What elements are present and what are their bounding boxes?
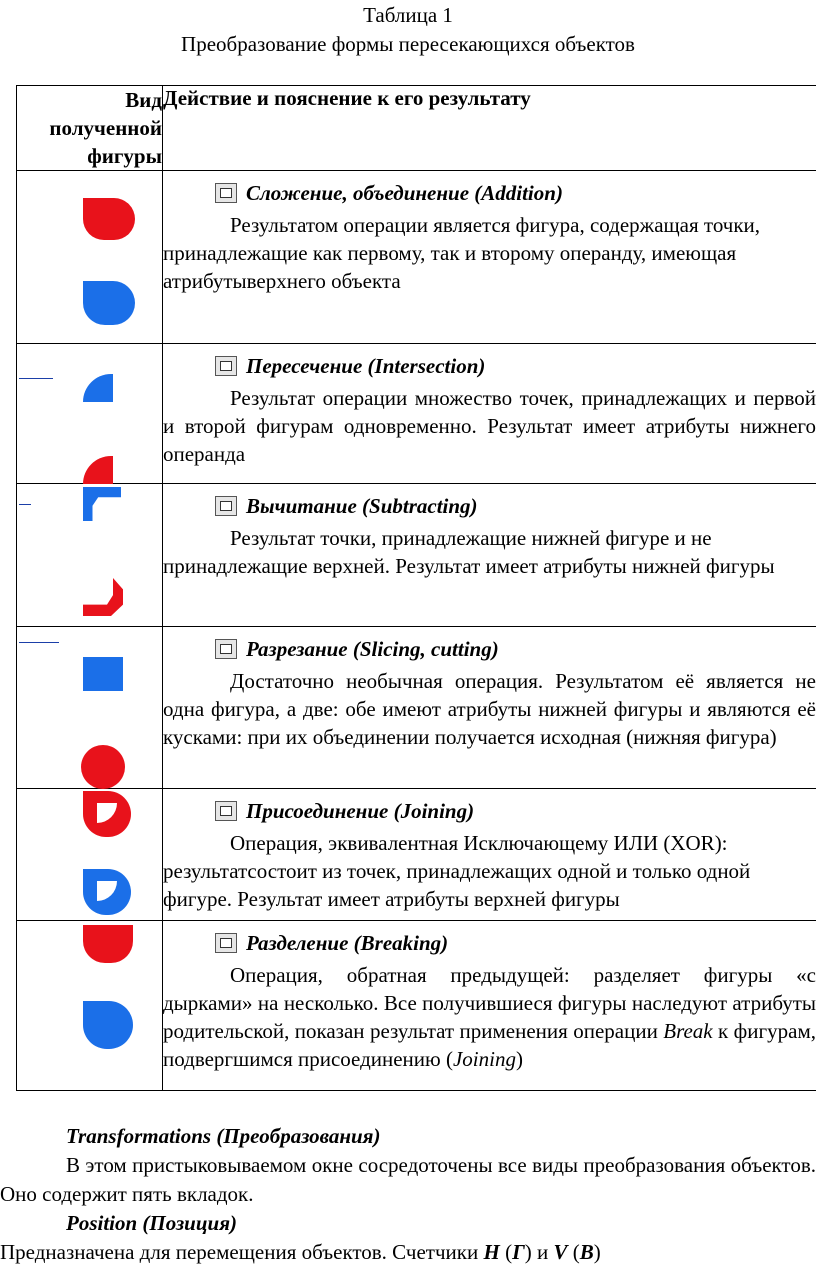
header-action: Действие и пояснение к его результату (163, 86, 816, 171)
heading-transformations: Transformations (Преобразования) (0, 1122, 816, 1151)
figure-cell-intersection (17, 344, 163, 484)
table-row (17, 171, 816, 344)
figure-cell-slicing (17, 627, 163, 789)
counter-g: Г (512, 1240, 525, 1264)
description-cell (163, 484, 816, 627)
row-title: Вычитание (Subtracting) (246, 492, 478, 520)
row-text: Результат точки, принадлежащие нижней фигуре и не принадлежащие верхней. Результат имеет атрибуты нижней фигуры (163, 526, 775, 578)
row-title: Пересечение (Intersection) (246, 352, 485, 380)
line-mark (19, 504, 31, 505)
table-row (17, 344, 816, 484)
table-row (17, 627, 816, 789)
breaking-blue-shape (83, 1001, 133, 1049)
slicing-tool-icon (215, 639, 237, 659)
counter-v: V (554, 1240, 568, 1264)
intersection-blue-shape (83, 374, 113, 402)
position-text: Предназначена для перемещения объектов. Счетчики (0, 1240, 478, 1264)
addition-red-shape (83, 198, 135, 240)
row-text-cont: к фигурам, подвергшимся присоединению ( (163, 1019, 816, 1071)
slicing-red-shape (81, 745, 125, 789)
row-text-end: ) (516, 1047, 523, 1071)
breaking-red-shape (83, 925, 133, 963)
row-title: Разрезание (Slicing, cutting) (246, 635, 499, 663)
description-cell (163, 789, 816, 921)
description-cell (163, 627, 816, 789)
subtracting-blue-shape (83, 487, 121, 521)
description-cell (163, 344, 816, 484)
row-text: Результатом операции является фигура, содержащая точки, принадлежащие как первому, так и второму операнду, имеющая атрибутыверхнего объекта (163, 213, 760, 293)
addition-blue-shape (83, 281, 135, 325)
table-title: Преобразование формы пересекающихся объектов (0, 31, 816, 58)
and-word: и (537, 1240, 548, 1264)
para-position: Предназначена для перемещения объектов. Счетчики H (Г) и V (В) (0, 1238, 816, 1267)
addition-tool-icon (215, 183, 237, 203)
table-row (17, 484, 816, 627)
breaking-tool-icon (215, 933, 237, 953)
table-row (17, 921, 816, 1091)
para-transformations: В этом пристыковываемом окне сосредоточены все виды преобразования объектов. Оно содержит пять вкладок. (0, 1151, 816, 1209)
section-transformations (0, 1122, 816, 1267)
row-text: Результат операции множество точек, принадлежащих и первой и второй фигурам одновременно. Результат имеет атрибуты нижнего операнда (163, 386, 816, 466)
counter-b: В (580, 1240, 594, 1264)
line-mark (19, 378, 53, 379)
figure-cell-breaking (17, 921, 163, 1091)
joining-tool-icon (215, 801, 237, 821)
line-mark (19, 642, 59, 643)
row-title: Присоединение (Joining) (246, 797, 474, 825)
figure-cell-addition (17, 171, 163, 344)
header-figure-view (17, 86, 163, 171)
row-title: Разделение (Breaking) (246, 929, 448, 957)
slicing-blue-shape (83, 657, 123, 691)
header-line-3: фигуры (17, 142, 162, 170)
header-line-2: полученной (17, 114, 162, 142)
table-number: Таблица 1 (0, 2, 816, 29)
description-cell (163, 171, 816, 344)
figure-cell-joining (17, 789, 163, 921)
joining-term: Joining (453, 1047, 516, 1071)
row-text: Операция, обратная предыдущей: разделяет фигуры «с дырками» на несколько. Все получившиеся фигуры наследуют атрибуты родительской, показан результат применения операции (163, 963, 816, 1043)
heading-position: Position (Позиция) (0, 1209, 816, 1238)
subtracting-red-shape (83, 578, 123, 616)
counter-h: H (483, 1240, 499, 1264)
break-term: Break (663, 1019, 712, 1043)
row-text: Достаточно необычная операция. Результатом её является не одна фигура, а две: обе имеют атрибуты нижней фигуры и являются её кусками: при их объединении получается исходная (нижняя фигура) (163, 669, 816, 749)
intersection-tool-icon (215, 356, 237, 376)
header-line-1: Вид (17, 86, 162, 114)
row-title: Сложение, объединение (Addition) (246, 179, 563, 207)
description-cell (163, 921, 816, 1091)
table-header-row (17, 86, 816, 171)
subtracting-tool-icon (215, 496, 237, 516)
operations-table (16, 85, 816, 1091)
row-text: Операция, эквивалентная Исключающему ИЛИ (XOR): результатсостоит из точек, принадлежащих одной и только одной фигуре. Результат имеет атрибуты верхней фигуры (163, 831, 750, 911)
intersection-red-shape (83, 456, 113, 484)
figure-cell-subtracting (17, 484, 163, 627)
table-row (17, 789, 816, 921)
